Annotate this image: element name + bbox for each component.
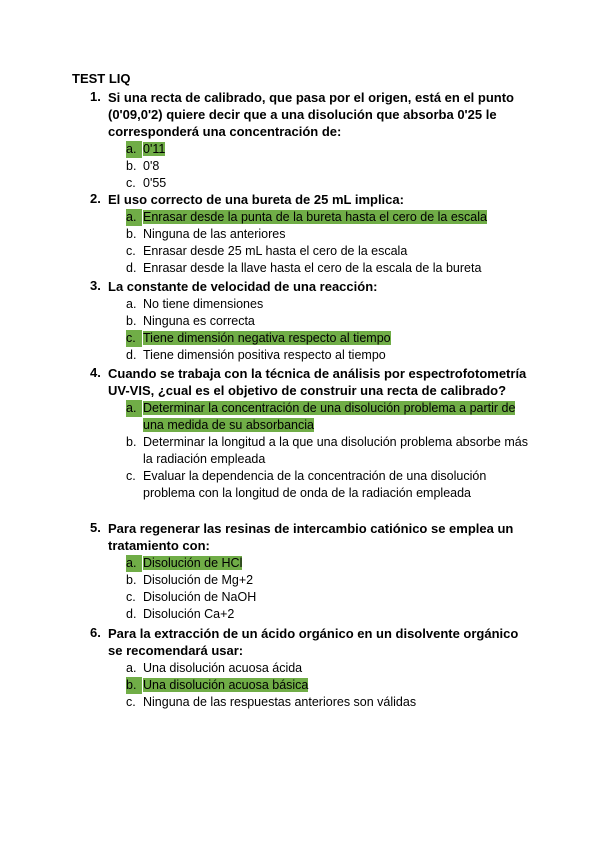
option-letter: d. xyxy=(126,607,137,621)
option-text: Tiene dimensión positiva respecto al tiempo xyxy=(143,348,386,362)
option-text: Una disolución acuosa básica xyxy=(143,678,309,692)
options-list xyxy=(90,660,530,711)
option-letter: a. xyxy=(126,297,137,311)
option-a xyxy=(126,660,530,677)
question-3 xyxy=(90,278,530,364)
option-letter: b. xyxy=(126,435,137,449)
option-letter: b. xyxy=(126,314,137,328)
option-c xyxy=(126,243,530,260)
options-list xyxy=(90,296,530,364)
question-number: 2. xyxy=(90,191,101,206)
option-letter: d. xyxy=(126,348,137,362)
option-text: Enrasar desde la punta de la bureta hasta el cero de la escala xyxy=(143,210,487,224)
document-title: TEST LIQ xyxy=(72,71,131,86)
option-text: Tiene dimensión negativa respecto al tiempo xyxy=(143,331,391,345)
option-text: Evaluar la dependencia de la concentración de una disolución problema con la longitud de onda de la radiación empleada xyxy=(143,469,487,500)
option-text: Ninguna de las respuestas anteriores son válidas xyxy=(143,695,417,709)
option-c xyxy=(126,694,530,711)
option-text: Disolución Ca+2 xyxy=(143,607,235,621)
option-letter: a. xyxy=(126,661,137,675)
question-text: La constante de velocidad de una reacción: xyxy=(108,279,378,294)
question-6 xyxy=(90,625,530,711)
option-letter: c. xyxy=(126,330,142,347)
option-text: Ninguna de las anteriores xyxy=(143,227,286,241)
option-c xyxy=(126,330,530,347)
option-text: Disolución de NaOH xyxy=(143,590,257,604)
option-c xyxy=(126,468,530,502)
question-1 xyxy=(90,89,530,192)
option-letter: a. xyxy=(126,141,142,158)
option-b xyxy=(126,572,530,589)
question-number: 6. xyxy=(90,625,101,640)
option-text: 0'8 xyxy=(143,159,160,173)
question-2 xyxy=(90,191,530,277)
option-text: Ninguna es correcta xyxy=(143,314,255,328)
option-a xyxy=(126,400,530,434)
options-list xyxy=(90,400,530,502)
option-text: Enrasar desde la llave hasta el cero de la escala de la bureta xyxy=(143,261,482,275)
option-c xyxy=(126,175,530,192)
option-text: Determinar la longitud a la que una disolución problema absorbe más la radiación empleada xyxy=(143,435,528,466)
option-letter: b. xyxy=(126,227,137,241)
option-letter: c. xyxy=(126,176,136,190)
option-a xyxy=(126,209,530,226)
option-d xyxy=(126,260,530,277)
option-letter: a. xyxy=(126,555,142,572)
option-b xyxy=(126,677,530,694)
option-a xyxy=(126,296,530,313)
question-text: Para la extracción de un ácido orgánico en un disolvente orgánico se recomendará usar: xyxy=(108,626,519,658)
option-letter: c. xyxy=(126,469,136,483)
option-text: 0'55 xyxy=(143,176,167,190)
options-list xyxy=(90,141,530,192)
option-d xyxy=(126,347,530,364)
options-list xyxy=(90,209,530,277)
question-number: 1. xyxy=(90,89,101,104)
question-5 xyxy=(90,520,530,623)
option-letter: b. xyxy=(126,573,137,587)
option-letter: c. xyxy=(126,695,136,709)
question-text: Si una recta de calibrado, que pasa por el origen, está en el punto (0'09,0'2) quiere decir que a una disolución que absorba 0'25 le corresponderá una concentración de: xyxy=(108,90,514,139)
question-text: Cuando se trabaja con la técnica de análisis por espectrofotometría UV-VIS, ¿cual es el objetivo de construir una recta de calibrado? xyxy=(108,366,527,398)
option-b xyxy=(126,434,530,468)
option-text: No tiene dimensiones xyxy=(143,297,264,311)
option-a xyxy=(126,141,530,158)
question-number: 4. xyxy=(90,365,101,380)
option-text: Enrasar desde 25 mL hasta el cero de la escala xyxy=(143,244,408,258)
option-text: Una disolución acuosa ácida xyxy=(143,661,303,675)
option-letter: c. xyxy=(126,590,136,604)
question-text: Para regenerar las resinas de intercambio catiónico se emplea un tratamiento con: xyxy=(108,521,514,553)
question-number: 3. xyxy=(90,278,101,293)
option-text: Disolución de HCl xyxy=(143,556,243,570)
option-b xyxy=(126,158,530,175)
option-letter: b. xyxy=(126,159,137,173)
options-list xyxy=(90,555,530,623)
option-text: Determinar la concentración de una disolución problema a partir de una medida de su absorbancia xyxy=(143,401,516,432)
option-letter: a. xyxy=(126,400,142,417)
option-letter: d. xyxy=(126,261,137,275)
option-c xyxy=(126,589,530,606)
question-number: 5. xyxy=(90,520,101,535)
option-d xyxy=(126,606,530,623)
option-letter: a. xyxy=(126,209,142,226)
option-letter: c. xyxy=(126,244,136,258)
option-text: 0'11 xyxy=(143,142,166,156)
question-4 xyxy=(90,365,530,502)
option-b xyxy=(126,226,530,243)
option-text: Disolución de Mg+2 xyxy=(143,573,254,587)
question-text: El uso correcto de una bureta de 25 mL implica: xyxy=(108,192,404,207)
option-letter: b. xyxy=(126,677,142,694)
option-b xyxy=(126,313,530,330)
option-a xyxy=(126,555,530,572)
